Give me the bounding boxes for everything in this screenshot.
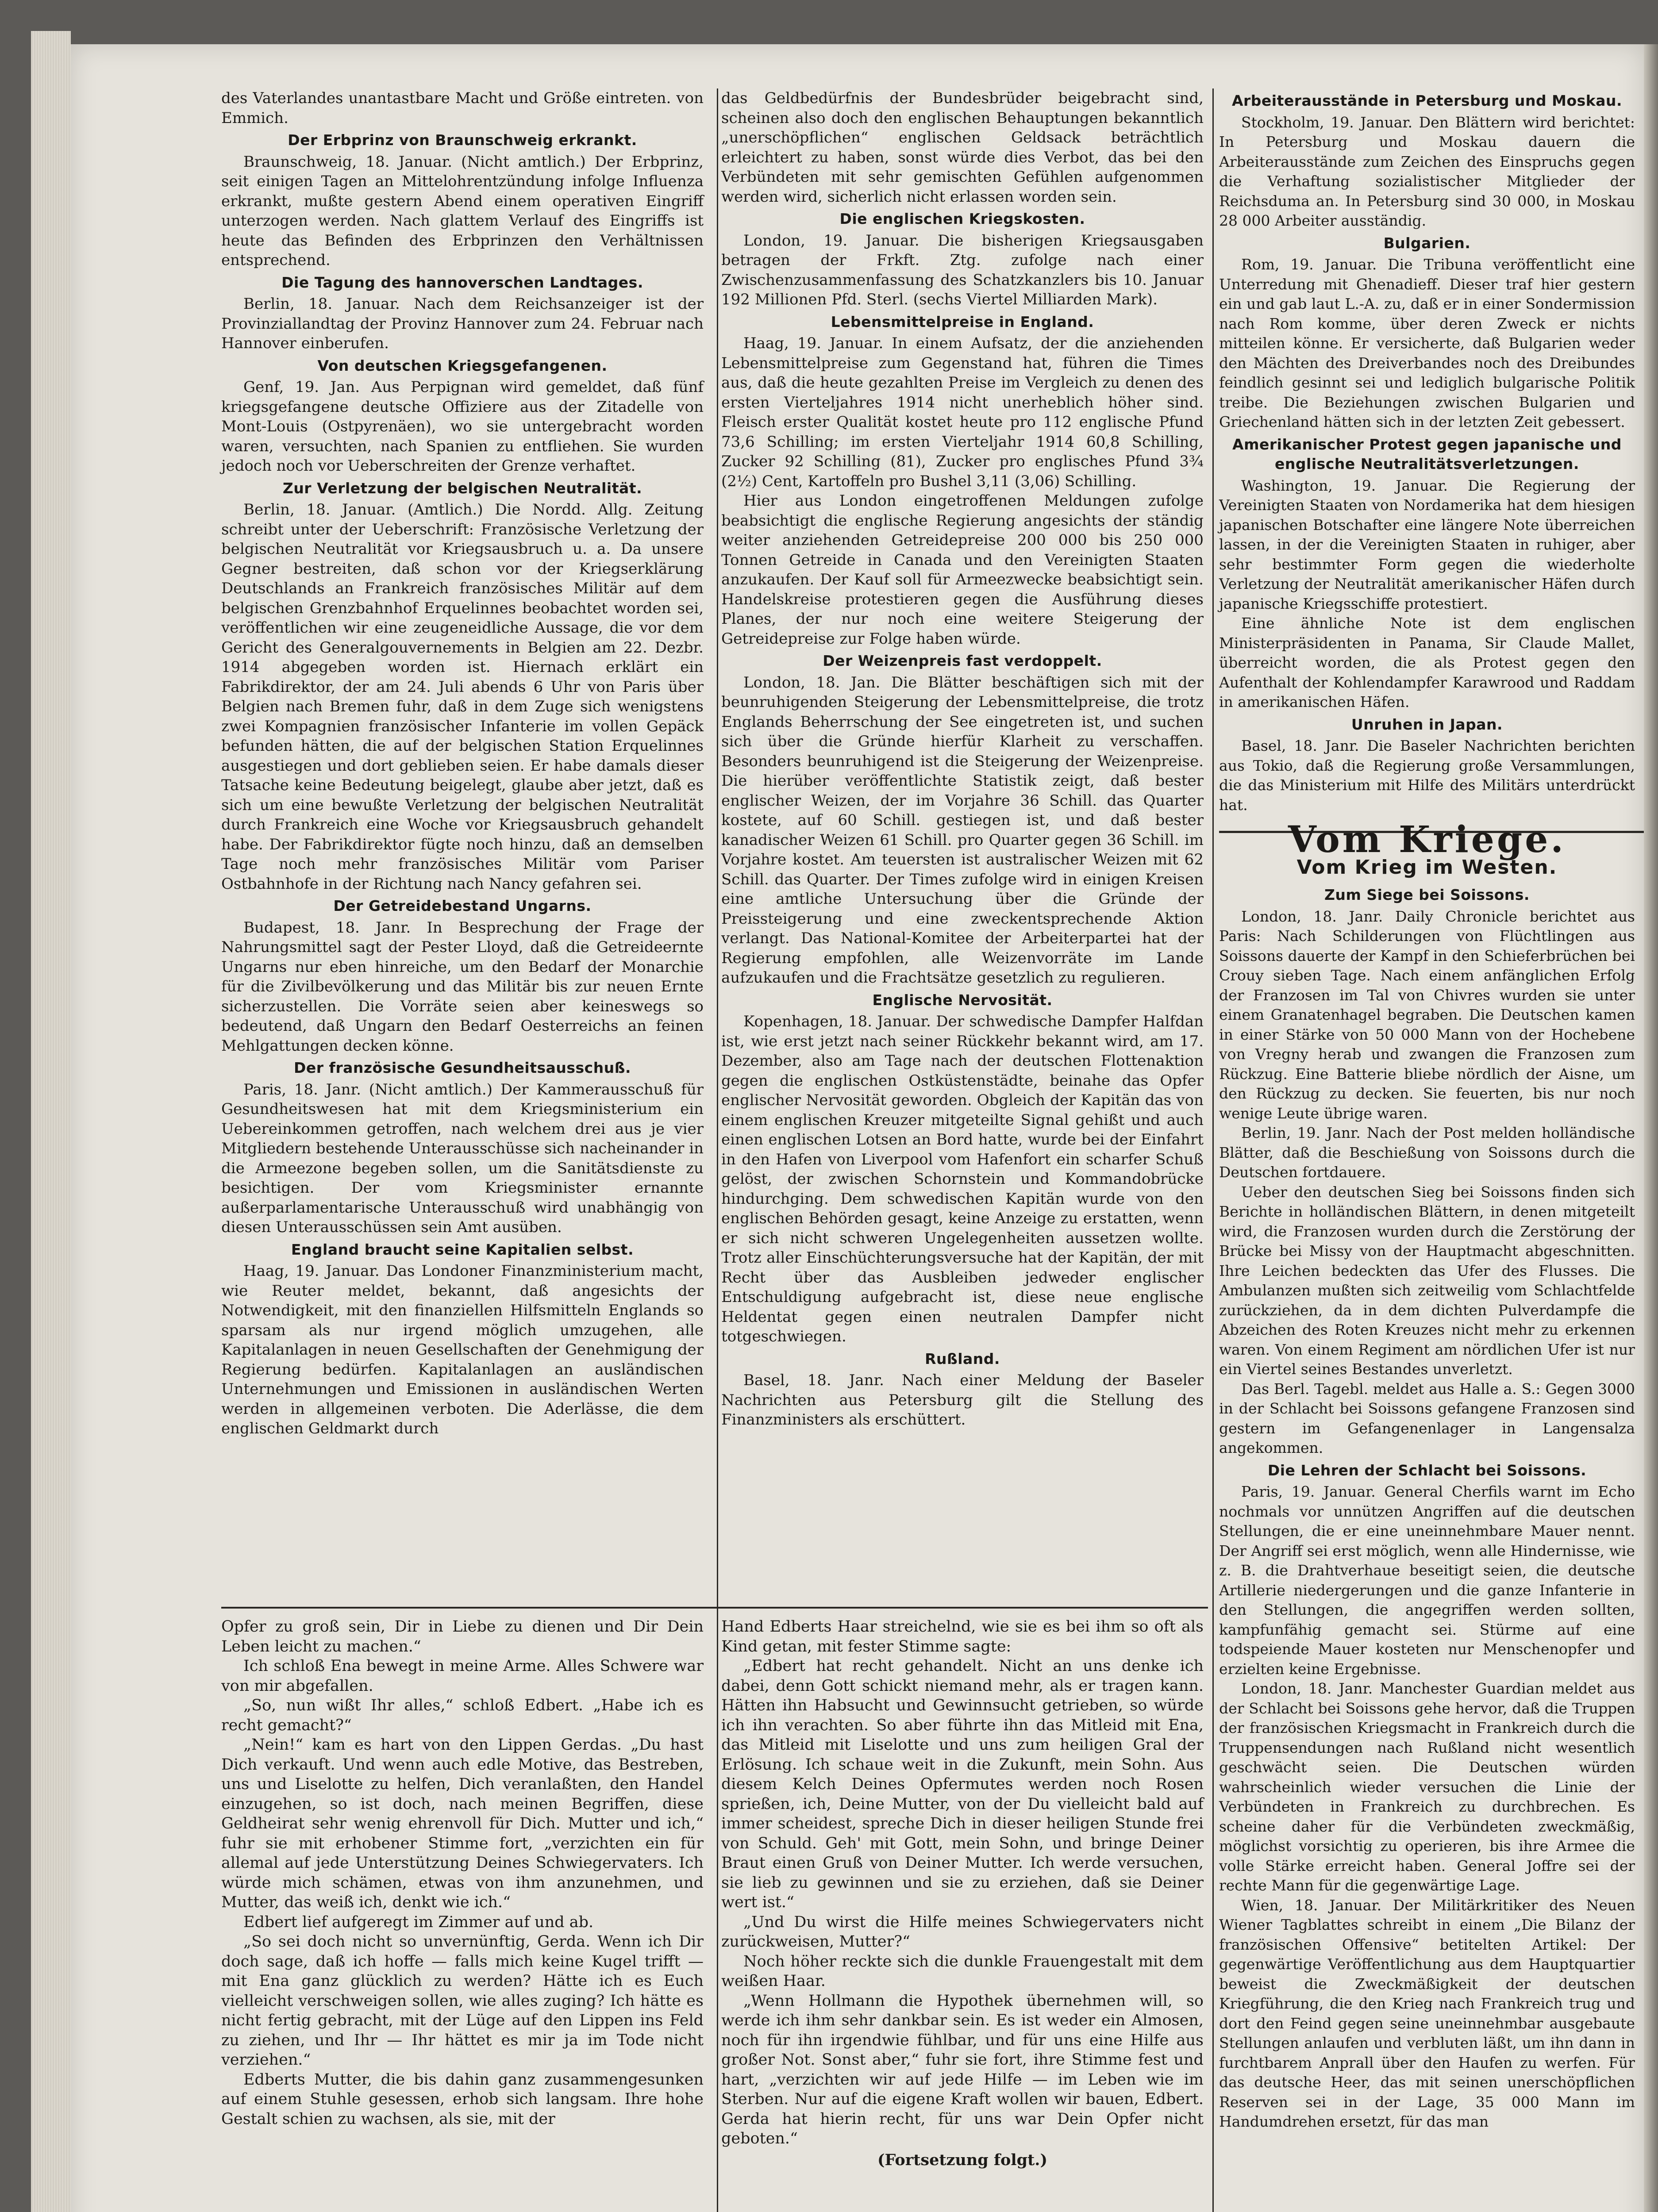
- article-text: Ueber den deutschen Sieg bei Soissons finden sich Berichte in holländischen Blättern, in denen mitgeteilt wird, die Franzosen wurden durch die Zerstörung der Brücke bei Missy von der Hauptmacht abgeschnitten. Ihre Leichen bedeckten das Ufer des Flusses. Die Ambulanzen mußten sich zeitweilig vom Schlachtfelde zurückziehen, da in dem dichten Pulverdampfe die Abzeichen des Roten Kreuzes nicht mehr zu erkennen waren. Von einem Regiment am nördlichen Ufer ist nur ein Viertel seines Bestandes unverletzt.: [1219, 1183, 1635, 1378]
- article-text: Paris, 18. Janr. (Nicht amtlich.) Der Kammerausschuß für Gesundheitswesen hat mit dem Kriegsministerium ein Uebereinkommen getroffen, nach welchem drei aus je vier Mitgliedern bestehende Unterausschüsse sich nacheinander in die Armeezone begeben sollen, um die Sanitätsdienste zu besichtigen. Der vom Kriegsminister ernannte außerparlamentarische Unterausschuß wird unabhängig von diesen Unterausschüssen sein Amt ausüben.: [221, 1080, 704, 1236]
- article-text: Haag, 19. Januar. In einem Aufsatz, der die anziehenden Lebensmittelpreise zum Gegenstand hat, führen die Times aus, daß die heute gezahlten Preise im Vergleich zu denen des ersten Vierteljahres 1914 nicht unerheblich höher sind. Fleisch erster Qualität kostet heute pro 112 englische Pfund 73,6 Schilling; im ersten Vierteljahr 1914 60,8 Schilling, Zucker 92 Schilling (81), Zucker pro englisches Pfund 3¾ (2½) Cent, Kartoffeln pro Bushel 3,11 (3,06) Schilling.: [721, 334, 1204, 490]
- page-stack-edge: [31, 31, 71, 2212]
- article-heading: Zur Verletzung der belgischen Neutralität.: [282, 479, 642, 497]
- article-text: Stockholm, 19. Januar. Den Blättern wird berichtet: In Petersburg und Moskau dauern die Arbeiterausstände zum Zeichen des Einspruchs gegen die Verhaftung sozialistischer Mitglieder der Reichsduma an. In Petersburg sind 30 000, in Moskau 28 000 Arbeiter ausständig.: [1219, 113, 1635, 229]
- article-text: Kopenhagen, 18. Januar. Der schwedische Dampfer Halfdan ist, wie erst jetzt nach seiner Rückkehr bekannt wird, am 17. Dezember, also am Tage nach der deutschen Flottenaktion gegen die englischen Ostküstenstädte, beinahe das Opfer englischer Nervosität geworden. Obgleich der Kapitän das von einem englischen Kreuzer mitgeteilte Signal gehißt und auch einen englischen Lotsen an Bord hatte, wurde bei der Einfahrt in den Hafen von Liverpool vom Hafenfort ein scharfer Schuß gelöst, der zwischen Schornstein und Kommandobrücke hindurchging. Dem schwedischen Kapitän wurde von den englischen Behörden gesagt, keine Anzeige zu erstatten, wenn er sich nicht schweren Ungelegenheiten aussetzen wollte. Trotz aller Einschüchterungsversuche hat der Kapitän, der mit Recht über das Ausbleiben jedweder englischer Entschuldigung aufgebracht ist, diese neue englische Heldentat gegen einen neutralen Dampfer nicht totgeschwiegen.: [721, 1013, 1204, 1345]
- article-text: Berlin, 18. Januar. Nach dem Reichsanzeiger ist der Provinziallandtag der Provinz Hannover zum 24. Februar nach Hannover einberufen.: [221, 295, 704, 352]
- article-heading: Von deutschen Kriegsgefangenen.: [317, 357, 608, 374]
- article-text: Eine ähnliche Note ist dem englischen Ministerpräsidenten in Panama, Sir Claude Mallet, überreicht worden, die als Protest gegen den Aufenthalt der Kohlendampfer Karawrood und Raddam in amerikanischen Häfen.: [1219, 614, 1635, 710]
- story-text: „So sei doch nicht so unvernünftig, Gerda. Wenn ich Dir doch sage, daß ich hoffe — falls mich keine Kugel trifft — mit Ena ganz glücklich zu werden? Hätte ich es Euch vielleicht verschweigen sollen, wie alles zuging? Ich hätte es nicht fertig gebracht, mit der Lüge auf den Lippen ins Feld zu ziehen, und Ihr — Ihr hättet es mir ja im Tode nicht verziehen.“: [221, 1933, 704, 2069]
- article-heading: Amerikanischer Protest gegen japanische und englische Neutralitätsverletzungen.: [1232, 435, 1622, 472]
- article-text: Haag, 19. Januar. Das Londoner Finanzministerium macht, wie Reuter meldet, bekannt, daß angesichts der Notwendigkeit, mit den finanziellen Hilfsmitteln Englands so sparsam als nur irgend möglich umzugehen, alle Kapitalanlagen in neuen Gesellschaften der Genehmigung der Regierung bedürfen. Kapitalanlagen an ausländischen Unternehmungen und Emissionen in ausländischen Werten werden in allgemeinen verboten. Die Aderlässe, die dem englischen Geldmarkt durch: [221, 1262, 704, 1437]
- article-text: Basel, 18. Janr. Die Baseler Nachrichten berichten aus Tokio, daß die Regierung große Versammlungen, die das Ministerium mit Hilfe des Militärs unterdrückt hat.: [1219, 737, 1635, 814]
- section-title: Vom Kriege.: [1288, 818, 1566, 861]
- article-text: Hier aus London eingetroffenen Meldungen zufolge beabsichtigt die englische Regierung angesichts der ständig weiter anziehenden Getreidepreise 200 000 bis 250 000 Tonnen Getreide in Canada und den Vereinigten Staaten anzukaufen. Der Kauf soll für Armeezwecke beabsichtigt sein. Handelskreise protestieren gegen die Ausführung dieses Planes, der nur noch eine weitere Steigerung der Getreidepreise zur Folge haben würde.: [721, 492, 1204, 648]
- column-rule-2: [1212, 88, 1214, 2212]
- article-heading: Die englischen Kriegskosten.: [839, 210, 1085, 227]
- story-text: Noch höher reckte sich die dunkle Frauengestalt mit dem weißen Haar.: [721, 1952, 1204, 1990]
- article-text: London, 18. Janr. Daily Chronicle berichtet aus Paris: Nach Schilderungen von Flüchtlingen aus Soissons dauerte der Kampf in den Schieferbrüchen bei Crouy sieben Tage. Nach einem anfänglichen Erfolg der Franzosen im Tal von Chivres wurden sie unter einem Granatenhagel begraben. Die Deutschen kamen in einer Stärke von 50 000 Mann von der Hochebene von Vregny herab und zwangen die Franzosen zum Rückzug. Eine Batterie bliebe nördlich der Aisne, um den Rückzug zu decken. Sie feuerten, bis nur noch wenige Leute übrige waren.: [1219, 907, 1635, 1122]
- article-text: Das Berl. Tagebl. meldet aus Halle a. S.: Gegen 3000 in der Schlacht bei Soissons gefangene Franzosen sind gestern im Gefangenenlager in Langensalza angekommen.: [1219, 1380, 1635, 1456]
- feuilleton-column-1: [221, 1617, 704, 2129]
- article-heading: Zum Siege bei Soissons.: [1324, 886, 1530, 903]
- article-heading: Die Tagung des hannoverschen Landtages.: [281, 273, 643, 291]
- feuilleton-column-2: [721, 1617, 1204, 2170]
- article-heading: Englische Nervosität.: [872, 991, 1053, 1009]
- story-text: „So, nun wißt Ihr alles,“ schloß Edbert. „Habe ich es recht gemacht?“: [221, 1697, 704, 1734]
- article-text: London, 18. Janr. Manchester Guardian meldet aus der Schlacht bei Soissons gehe hervor, daß die Truppen der französischen Kriegsmacht in Frankreich durch die Truppensendungen nach Rußland nicht wesentlich geschwächt seien. Die Deutschen würden wahrscheinlich wieder versuchen die Linie der Verbündeten in Frankreich zu durchbrechen. Es scheine daher für die Verbündeten zweckmäßig, möglichst vorsichtig zu operieren, bis ihre Armee die volle Stärke erreicht haben. General Joffre sei der rechte Mann für die gegenwärtige Lage.: [1219, 1680, 1635, 1894]
- article-heading: Der Erbprinz von Braunschweig erkrankt.: [288, 131, 637, 149]
- feuilleton-rule: [221, 1607, 1208, 1609]
- article-heading: Rußland.: [925, 1350, 1000, 1367]
- story-text: Ich schloß Ena bewegt in meine Arme. Alles Schwere war von mir abgefallen.: [221, 1657, 704, 1695]
- article-heading: England braucht seine Kapitalien selbst.: [291, 1240, 634, 1258]
- article-heading: Arbeiterausstände in Petersburg und Moskau.: [1231, 92, 1623, 109]
- section-subtitle: Vom Krieg im Westen.: [1296, 856, 1558, 879]
- article-text: Rom, 19. Januar. Die Tribuna veröffentlicht eine Unterredung mit Ghenadieff. Dieser traf hier gestern ein und gab laut L.-A. zu, daß er in einer Sondermission nach Rom komme, über deren Zweck er nichts mitteilen könne. Er versicherte, daß Bulgarien weder den Mächten des Dreiverbandes noch des Dreibundes feindlich gesinnt sei und lediglich bulgarische Politik treibe. Die Beziehungen zwischen Bulgarien und Griechenland hätten sich in der letzten Zeit gebessert.: [1219, 256, 1635, 430]
- story-text: „Edbert hat recht gehandelt. Nicht an uns denke ich dabei, denn Gott schickt niemand mehr, als er tragen kann. Hätten ihn Habsucht und Gewinnsucht getrieben, so würde ich ihn verachten. So aber führte ihn das Mitleid mit Ena, das Mitleid mit Liselotte und uns zum heiligen Gral der Erlösung. Ich schaue weit in die Zukunft, mein Sohn. Aus diesem Kelch Deines Opfermutes werden noch Rosen sprießen, ich, Deine Mutter, von der Du vielleicht bald auf immer scheidest, spreche Dich in dieser heiligen Stunde frei von Schuld. Geh' mit Gott, mein Sohn, und bringe Deiner Braut einen Gruß von Deiner Mutter. Ich werde versuchen, sie lieb zu gewinnen und sie zu erziehen, daß sie Deiner wert ist.“: [721, 1657, 1204, 1911]
- article-text: Berlin, 18. Januar. (Amtlich.) Die Nordd. Allg. Zeitung schreibt unter der Ueberschrift: Französische Verletzung der belgischen Neutralität vor Kriegsausbruch u. a. Da unsere Gegner bestreiten, daß schon vor der Kriegserklärung Deutschlands an Frankreich französisches Militär auf dem belgischen Grenzbahnhof Erquelinnes beobachtet worden sei, veröffentlichen wir eine zeugeneidliche Aussage, die vor dem Gericht des Generalgouvernements in Belgien am 22. Dezbr. 1914 abgegeben worden ist. Hiernach erklärt ein Fabrikdirektor, der am 24. Juli abends 6 Uhr von Paris über Belgien nach Bremen fuhr, daß in dem Zuge sich wenigstens zwei Kompagnien französischer Infanterie im vollen Gepäck befunden hätten, die auf der belgischen Station Erquelinnes ausgestiegen und dort geblieben seien. Er habe damals dieser Tatsache keine Bedeutung beigelegt, glaube aber jetzt, daß es sich um eine bewußte Verletzung der belgischen Neutralität durch Frankreich eine Woche vor Kriegsausbruch gehandelt habe. Der Fabrikdirektor fügte noch hinzu, daß an demselben Tage noch mehr französisches Militär vom Pariser Ostbahnhofe in der Richtung nach Nancy gefahren sei.: [221, 501, 704, 893]
- article-text: Paris, 19. Januar. General Cherfils warnt im Echo nochmals vor unnützen Angriffen auf die deutschen Stellungen, die er eine uneinnehmbare Mauer nennt. Der Angriff sei erst möglich, wenn alle Hindernisse, wie z. B. die Drahtverhaue beseitigt seien, die deutsche Artillerie niedergerungen und die ganze Infanterie in den Stellungen, die angegriffen werden sollten, kampfunfähig gemacht sei. Stürme auf eine todspeiende Mauer kosteten nur Menschenopfer und erzielten keine Ergebnisse.: [1219, 1483, 1635, 1678]
- article-heading: Lebensmittelpreise in England.: [831, 313, 1094, 330]
- article-heading: Bulgarien.: [1383, 234, 1471, 252]
- article-text: London, 18. Jan. Die Blätter beschäftigen sich mit der beunruhigenden Steigerung der Lebensmittelpreise, die trotz Englands Beherrschung der See eingetreten ist, und suchen sich über die Gründe hierfür Klarheit zu verschaffen. Besonders beunruhigend ist die Steigerung der Weizenpreise. Die hierüber veröffentlichte Statistik zeigt, daß bester englischer Weizen, der im Vorjahre 36 Schill. das Quarter kostete, auf 60 Schill. gestiegen ist, und daß bester kanadischer Weizen 61 Schill. pro Quarter gegen 36 Schill. im Vorjahre kostet. Am teuersten ist australischer Weizen mit 62 Schill. das Quarter. Der Times zufolge wird in einigen Kreisen eine amtliche Untersuchung über die Gründe der Preissteigerung und eine zweckentsprechende Aktion verlangt. Das National-Komitee der Arbeiterpartei hat der Regierung empfohlen, alle Weizenvorräte im Lande aufzukaufen und die Frachtsätze gesetzlich zu regulieren.: [721, 673, 1204, 987]
- article-heading: Der Getreidebestand Ungarns.: [333, 897, 592, 914]
- story-text: Opfer zu groß sein, Dir in Liebe zu dienen und Dir Dein Leben leicht zu machen.“: [221, 1618, 704, 1655]
- story-text: „Wenn Hollmann die Hypothek übernehmen will, so werde ich ihm sehr dankbar sein. Es ist weder ein Almosen, noch für ihn irgendwie fühlbar, und für uns eine Hilfe aus großer Not. Sonst aber,“ fuhr sie fort, ihre Stimme fest und hart, „verzichten wir auf jede Hilfe — im Leben wie im Sterben. Nur auf die eigene Kraft wollen wir bauen, Edbert. Gerda hat hierin recht, für uns war Dein Opfer nicht geboten.“: [721, 1992, 1204, 2147]
- column-2: [721, 88, 1204, 1430]
- page-fold-shadow: [1644, 44, 1658, 2212]
- column-1: [221, 88, 704, 1439]
- column-3: [1219, 88, 1635, 2132]
- article-heading: Der französische Gesundheitsausschuß.: [293, 1059, 631, 1076]
- article-heading: Die Lehren der Schlacht bei Soissons.: [1267, 1461, 1587, 1479]
- continuation-note: (Fortsetzung folgt.): [877, 2151, 1048, 2169]
- story-text: Edbert lief aufgeregt im Zimmer auf und ab.: [243, 1913, 594, 1931]
- story-text: Hand Edberts Haar streichelnd, wie sie es bei ihm so oft als Kind getan, mit fester Stimme sagte:: [721, 1618, 1204, 1655]
- story-text: Edberts Mutter, die bis dahin ganz zusammengesunken auf einem Stuhle gesessen, erhob sich langsam. Ihre hohe Gestalt schien zu wachsen, als sie, mit der: [221, 2070, 704, 2128]
- article-text: Berlin, 19. Janr. Nach der Post melden holländische Blätter, daß die Beschießung von Soissons durch die Deutschen fortdauere.: [1219, 1124, 1635, 1181]
- article-heading: Der Weizenpreis fast verdoppelt.: [823, 652, 1102, 669]
- article-text: das Geldbedürfnis der Bundesbrüder beigebracht sind, scheinen also doch den englischen Behauptungen bekanntlich „unerschöpflichen“ englischen Geldsack beträchtlich erleichtert zu haben, sonst würde dies Verbot, das bei den Verbündeten mit sehr gemischten Gefühlen aufgenommen werden wird, sicherlich nicht erlassen worden sein.: [721, 89, 1204, 206]
- article-text: Genf, 19. Jan. Aus Perpignan wird gemeldet, daß fünf kriegsgefangene deutsche Offiziere aus der Zitadelle von Mont-Louis (Ostpyrenäen), wo sie untergebracht worden waren, versuchten, nach Spanien zu entfliehen. Sie wurden jedoch noch vor Ueberschreiten der Grenze verhaftet.: [221, 378, 704, 475]
- article-heading: Unruhen in Japan.: [1351, 715, 1503, 733]
- column-rule-1: [717, 88, 718, 2212]
- article-text: Basel, 18. Janr. Nach einer Meldung der Baseler Nachrichten aus Petersburg gilt die Stellung des Finanzministers als erschüttert.: [721, 1371, 1204, 1429]
- article-text: Budapest, 18. Janr. In Besprechung der Frage der Nahrungsmittel sagt der Pester Lloyd, daß die Getreideernte Ungarns nur eben hinreiche, um den Bedarf der Monarchie für die Zivilbevölkerung und das Militär bis zur neuen Ernte sicherzustellen. Die Vorräte seien aber keineswegs so bedeutend, daß Ungarn den Bedarf Oesterreichs an feinen Mehlgattungen decken könne.: [221, 918, 704, 1055]
- article-text: Washington, 19. Januar. Die Regierung der Vereinigten Staaten von Nordamerika hat dem hiesigen japanischen Botschafter eine längere Note überreichen lassen, in der die Vereinigten Staaten in ruhiger, aber sehr bestimmter Form gegen die wiederholte Verletzung der Neutralität amerikanischer Häfen durch japanische Kriegsschiffe protestiert.: [1219, 476, 1635, 612]
- article-text: des Vaterlandes unantastbare Macht und Größe eintreten. von Emmich.: [221, 89, 704, 127]
- article-text: Braunschweig, 18. Januar. (Nicht amtlich.) Der Erbprinz, seit einigen Tagen an Mittelohrentzündung infolge Influenza erkrankt, mußte gestern Abend einem operativen Eingriff unterzogen werden. Nach glattem Verlauf des Eingriffs ist heute das Befinden des Erbprinzen den Verhältnissen entsprechend.: [221, 153, 704, 269]
- article-text: Wien, 18. Januar. Der Militärkritiker des Neuen Wiener Tagblattes schreibt in einem „Die Bilanz der französischen Offensive“ betitelten Artikel: Der gegenwärtige Veröffentlichung aus dem Hauptquartier beweist die Zweckmäßigkeit der deutschen Kriegführung, die den Krieg nach Frankreich trug und dort den Feind gegen seine uneinnehmbar ausgebaute Stellungen anlaufen und verbluten läßt, um ihn dann in furchtbarem Anprall über den Haufen zu werfen. Für das deutsche Heer, das mit seinen unerschöpflichen Reserven sei in der Lage, 35 000 Mann im Handumdrehen ersetzt, für das man: [1219, 1896, 1635, 2130]
- story-text: „Und Du wirst die Hilfe meines Schwiegervaters nicht zurückweisen, Mutter?“: [721, 1913, 1204, 1951]
- story-text: „Nein!“ kam es hart von den Lippen Gerdas. „Du hast Dich verkauft. Und wenn auch edle Motive, das Bestreben, uns und Liselotte zu helfen, Dich veranlaßten, den Handel einzugehen, so ist doch, nach meinen Begriffen, diese Geldheirat sehr wenig ehrenvoll für Dich. Mutter und ich,“ fuhr sie mit erhobener Stimme fort, „verzichten ein für allemal auf jede Unterstützung Deines Schwiegervaters. Ich würde mich schämen, etwas von ihm anzunehmen, und Mutter, das weiß ich, denkt wie ich.“: [221, 1736, 704, 1911]
- article-text: London, 19. Januar. Die bisherigen Kriegsausgaben betragen der Frkft. Ztg. zufolge nach einer Zwischenzusammenfassung des Schatzkanzlers bis 10. Januar 192 Millionen Pfd. Sterl. (sechs Viertel Milliarden Mark).: [721, 231, 1204, 308]
